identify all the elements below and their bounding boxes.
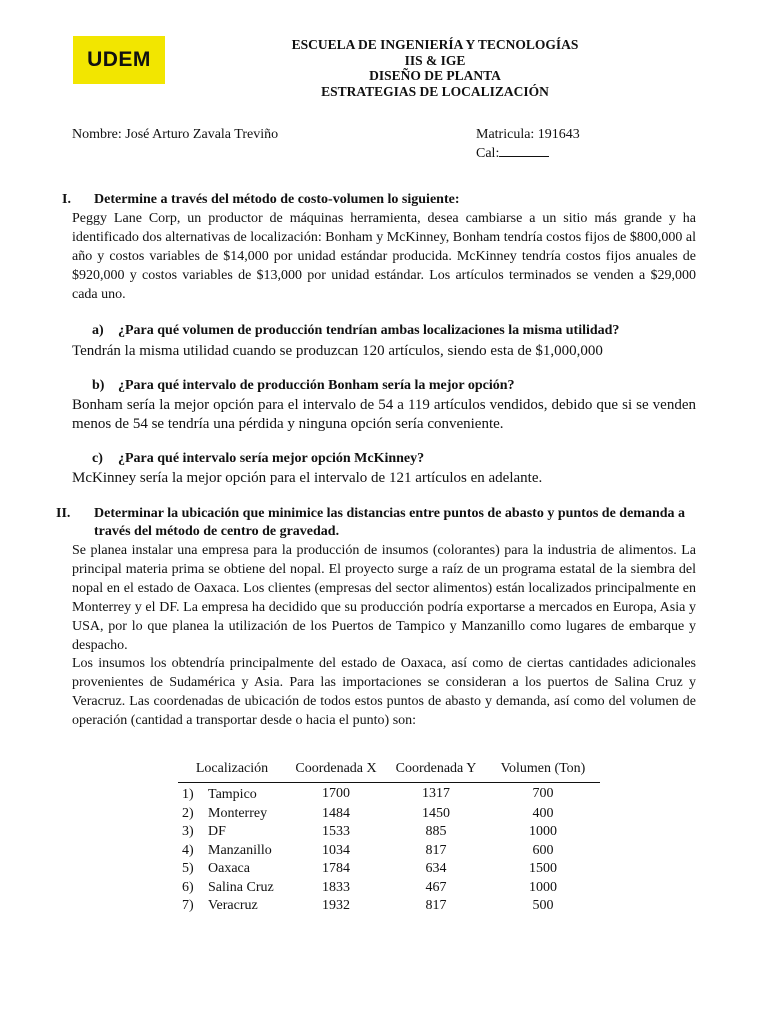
row-index: 3) xyxy=(182,824,194,840)
section-2-number: II. xyxy=(56,506,71,521)
row-index: 2) xyxy=(182,805,194,821)
row-x: 1034 xyxy=(322,842,350,858)
section-2-paragraph-1: Se planea instalar una empresa para la producción de insumos (colorantes) para la industria de alimentos. La principal materia prima se obtiene del nopal. El proyecto surge a raíz de un programa estatal de la siembra del nopal en el estado de Oaxaca. Los clientes (empresas del sector alimentos) están localizados principalmente en Monterrey y el DF. La empresa ha decidido que su producción podría exportarse a mercados en Europa, Asia y USA, por lo que planea la utilización de los Puertos de Tampico y Manzanillo como lugares de embarque y despacho. xyxy=(72,543,696,653)
row-y: 1450 xyxy=(422,805,450,821)
table-row xyxy=(178,823,600,842)
grade-blank xyxy=(499,143,549,157)
udem-logo: UDEM xyxy=(73,36,165,84)
row-volume: 600 xyxy=(532,842,554,858)
table-header-row xyxy=(178,760,600,783)
question-a xyxy=(92,322,619,340)
row-index: 6) xyxy=(182,879,194,895)
question-c-letter: c) xyxy=(92,451,103,466)
topic-title: ESTRATEGIAS DE LOCALIZACIÓN xyxy=(321,83,549,99)
row-x: 1484 xyxy=(322,805,350,821)
row-x: 1784 xyxy=(322,861,350,877)
question-c xyxy=(92,450,424,468)
row-volume: 1500 xyxy=(529,861,557,877)
question-a-letter: a) xyxy=(92,323,104,338)
table-row xyxy=(178,783,600,805)
header-location: Localización xyxy=(178,760,286,783)
answer-b: Bonham sería la mejor opción para el intervalo de 54 a 119 artículos vendidos, debido que si se venden menos de 54 se tendría una pérdida y ninguna opción sería conveniente. xyxy=(72,397,696,432)
question-b xyxy=(92,377,515,395)
answer-c: McKinney sería la mejor opción para el intervalo de 121 artículos en adelante. xyxy=(72,470,543,486)
locations-table xyxy=(178,760,600,916)
table-row xyxy=(178,860,600,879)
row-y: 817 xyxy=(425,842,447,858)
question-c-text: ¿Para qué intervalo sería mejor opción McKinney? xyxy=(118,451,425,466)
header-coord-y: Coordenada Y xyxy=(386,760,486,783)
row-location: Tampico xyxy=(208,787,257,803)
section-1-number: I. xyxy=(62,192,71,207)
row-location: DF xyxy=(208,824,226,840)
row-volume: 1000 xyxy=(529,879,557,895)
row-volume: 400 xyxy=(532,805,554,821)
table-row xyxy=(178,805,600,824)
row-location: Manzanillo xyxy=(208,842,272,858)
table-row xyxy=(178,897,600,916)
question-a-text: ¿Para qué volumen de producción tendrían ambas localizaciones la misma utilidad? xyxy=(118,323,620,338)
grade-label: Cal: xyxy=(476,146,500,161)
header-coord-x: Coordenada X xyxy=(286,760,386,783)
section-2-heading xyxy=(56,505,698,541)
section-1-title: Determine a través del método de costo-volumen lo siguiente: xyxy=(94,192,460,207)
row-y: 1317 xyxy=(422,785,450,801)
row-x: 1533 xyxy=(322,824,350,840)
document-header xyxy=(200,37,670,99)
row-x: 1932 xyxy=(322,898,350,914)
section-2-title-line1: Determinar la ubicación que minimice las distancias entre puntos de abasto y puntos de demanda a xyxy=(94,506,686,521)
row-index: 1) xyxy=(182,787,194,803)
row-location: Veracruz xyxy=(208,898,258,914)
program-title: IIS & IGE xyxy=(404,52,466,68)
section-2-title-line2: través del método de centro de gravedad. xyxy=(94,524,340,539)
row-y: 885 xyxy=(425,824,447,840)
school-title: ESCUELA DE INGENIERÍA Y TECNOLOGÍAS xyxy=(291,37,579,52)
section-1-text: Peggy Lane Corp, un productor de máquinas herramienta, desea cambiarse a un sitio más grande y ha identificado dos alternativas de localización: Bonham y McKinney, Bonham tendría costos fijos de $800,000 al año y costos variables de $14,000 por unidad estándar producida. McKinney tendría costos fijos anuales de $920,000 y costos variables de $13,000 por unidad estándar. Los artículos terminados se venden a $29,000 cada uno. xyxy=(72,211,696,302)
student-name: Nombre: José Arturo Zavala Treviño xyxy=(72,127,279,142)
row-location: Salina Cruz xyxy=(208,879,274,895)
row-index: 5) xyxy=(182,861,194,877)
row-volume: 500 xyxy=(532,898,554,914)
row-y: 467 xyxy=(425,879,447,895)
section-2-paragraph-2: Los insumos los obtendría principalmente del estado de Oaxaca, así como de ciertas cantidades adicionales provenientes de Sudamérica y Asia. Para las importaciones se consideran a los puertos de Salina Cruz y Veracruz. Las coordenadas de ubicación de todos estos puntos de abasto y demanda, así como del volumen de operación (cantidad a transportar desde o hacia el punto) son: xyxy=(72,656,696,728)
student-id: Matricula: 191643 xyxy=(476,127,580,142)
row-y: 634 xyxy=(425,861,447,877)
row-location: Oaxaca xyxy=(208,861,250,877)
table-row xyxy=(178,879,600,898)
row-index: 4) xyxy=(182,842,194,858)
course-title: DISEÑO DE PLANTA xyxy=(369,68,501,83)
row-volume: 1000 xyxy=(529,824,557,840)
grade-field xyxy=(476,143,549,162)
header-volume: Volumen (Ton) xyxy=(486,760,600,783)
row-y: 817 xyxy=(425,898,447,914)
row-x: 1700 xyxy=(322,785,350,801)
row-volume: 700 xyxy=(532,785,554,801)
question-b-text: ¿Para qué intervalo de producción Bonham sería la mejor opción? xyxy=(118,378,515,393)
row-index: 7) xyxy=(182,898,194,914)
row-location: Monterrey xyxy=(208,805,268,821)
section-1-heading xyxy=(62,191,460,209)
row-x: 1833 xyxy=(322,879,350,895)
table-row xyxy=(178,842,600,861)
question-b-letter: b) xyxy=(92,378,105,393)
answer-a: Tendrán la misma utilidad cuando se produzcan 120 artículos, siendo esta de $1,000,000 xyxy=(72,343,603,359)
